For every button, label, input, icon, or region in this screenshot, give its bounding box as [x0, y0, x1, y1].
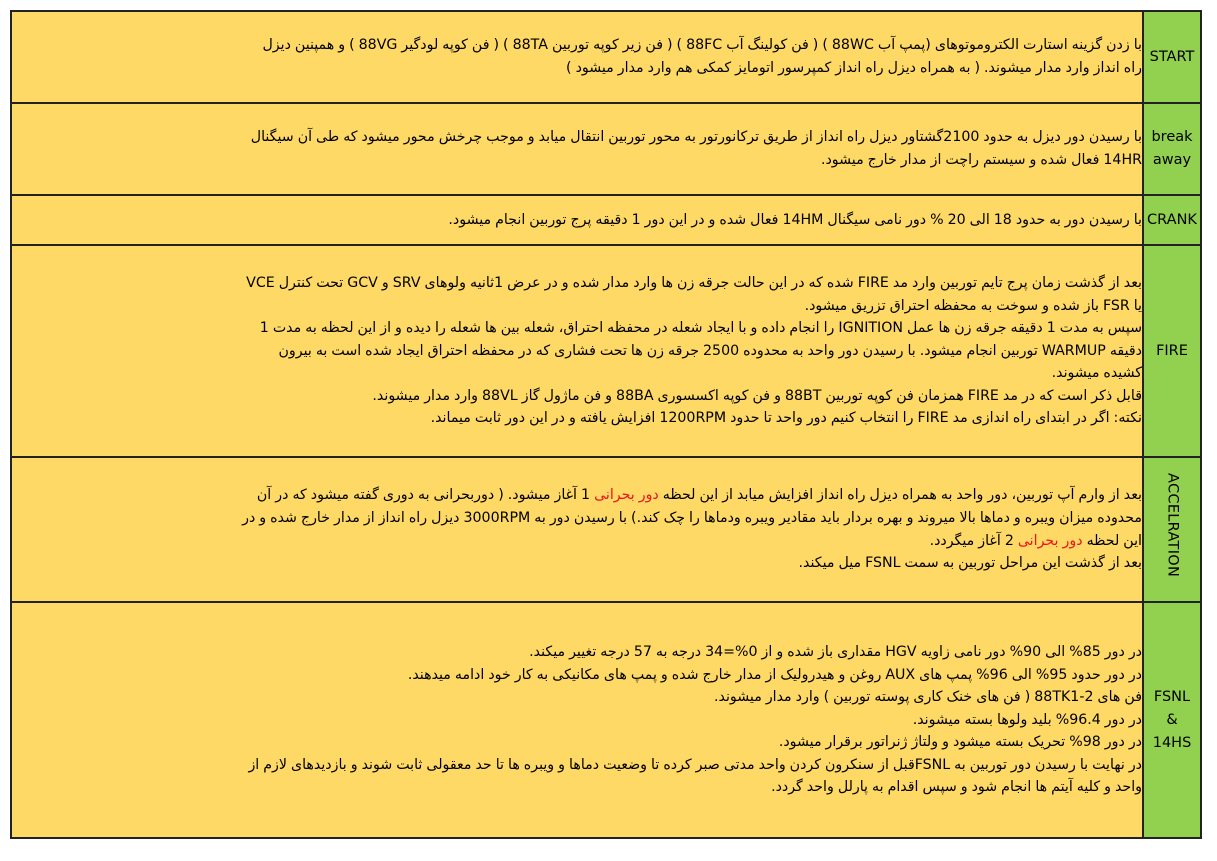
description-line: واحد و کلیه آیتم ها انجام شود و سپس اقدام به پارلل واحد گردد.	[771, 779, 1142, 796]
description-line: در نهایت با رسیدن دور توربین به FSNLقبل از سنکرون کردن واحد مدتی صبر کرده تا وضعیت دماها و ویبره ها تا حد معقولی ثابت شوند و بازدیدهای لازم از	[248, 756, 1142, 773]
stage-cell-break-away	[1143, 103, 1201, 195]
description-line: 14HR فعال شده و سیستم راچت از مدار خارج میشود.	[820, 152, 1142, 168]
stage-cell-crank	[1143, 195, 1201, 245]
text-segment: 1 آغاز میشود. ( دوربحرانی به دوری گفته میشود که در آن	[256, 487, 591, 504]
table-row-break-away	[11, 103, 1201, 195]
description-line: در دور 98% تحریک بسته میشود و ولتاژ ژنراتور برقرار میشود.	[778, 734, 1142, 751]
description-cell-fsnl	[11, 602, 1143, 838]
table-row-fire	[11, 245, 1201, 457]
table-row-acceleration	[11, 457, 1201, 602]
stage-cell-fire	[1143, 245, 1201, 457]
description-line	[12, 530, 1142, 553]
stage-label: START	[1149, 48, 1195, 65]
description-line: بعد از گذشت این مراحل توربین به سمت FSNL میل میکند.	[798, 555, 1142, 572]
description-line: در دور حدود 95% الی 96% پمپ های AUX روغن و هیدرولیک از مدار خارج شده و پمپ های مکانیکی به کار خود ادامه میدهند.	[407, 666, 1142, 683]
description-cell-acceleration	[11, 457, 1143, 602]
text-segment: این لحظه	[1086, 532, 1142, 549]
stage-label: &	[1166, 711, 1178, 728]
description-line: محدوده میزان ویبره و دماها بالا میروند و بهره بردار باید مقادیر ویبره ودماها را چک کند.) با رسیدن دور به 3000RPM دیزل راه انداز از مدار خارج شده و در	[242, 509, 1142, 526]
stage-cell-start	[1143, 11, 1201, 103]
description-cell-break-away	[11, 103, 1143, 195]
description-line: کشیده میشوند.	[1051, 365, 1142, 382]
description-line: بعد از گذشت زمان پرج تایم توربین وارد مد FIRE شده که در این حالت جرقه زن ها وارد مدار شده و در عرض 1ثانیه ولوهای SRV و GCV تحت کنترل VCE	[246, 274, 1142, 291]
stage-label: FIRE	[1156, 342, 1188, 359]
table-row-fsnl	[11, 602, 1201, 838]
description-line: با رسیدن دور به حدود 18 الی 20 % دور نامی سیگنال 14HM فعال شده و در این دور 1 دقیقه پرج توربین انجام میشود.	[448, 211, 1142, 228]
description-cell-crank	[11, 195, 1143, 245]
description-line: با رسیدن دور دیزل به حدود 2100گشتاور دیزل راه انداز از طریق ترکانورتور به محور توربین انتقال میابد و موجب چرخش محور میشود که طی آن سیگنال	[250, 129, 1142, 146]
critical-speed-highlight: دور بحرانی	[1017, 532, 1083, 549]
text-segment: بعد از وارم آپ توربین، دور واحد به همراه دیزل راه انداز افزایش میابد از این لحظه	[662, 487, 1142, 504]
table-row-start	[11, 11, 1201, 103]
description-line: نکته: اگر در ابتدای راه اندازی مد FIRE را انتخاب کنیم دور واحد تا حدود 1200RPM افزایش یافته و در این دور ثابت میماند.	[430, 410, 1142, 427]
stage-label: 14HS	[1152, 734, 1192, 751]
description-line: دقیقه WARMUP توربین انجام میشود. با رسیدن دور واحد به محدوده 2500 جرقه زن ها تحت فشاری که در محفظه احتراق ایجاد شده است به بیرون	[278, 342, 1142, 359]
description-line	[12, 484, 1142, 507]
description-line: قابل ذکر است که در مد FIRE همزمان فن کوپه توربین 88BT و فن کوپه اکسسوری 88BA و فن ماژول گاز 88VL وارد مدار میشوند.	[372, 387, 1142, 404]
text-segment: 2 آغاز میگردد.	[929, 532, 1014, 549]
stage-label: FSNL	[1153, 688, 1191, 705]
description-line: با زدن گزینه استارت الکتروموتوهای (پمپ آب 88WC ) ( فن کولینگ آب 88FC ) ( فن زیر کوپه توربین 88TA ) ( فن کوپه لودگیر 88VG ) و همپنین دیزل	[262, 37, 1142, 54]
description-cell-start	[11, 11, 1143, 103]
table-row-crank	[11, 195, 1201, 245]
stage-cell-acceleration	[1143, 457, 1201, 602]
startup-stages-table	[10, 10, 1202, 839]
description-line: سپس به مدت 1 دقیقه جرقه زن ها عمل IGNITION را انجام داده و با ایجاد شعله در محفظه احتراق، شعله بین ها شعله را دیده و از این لحظه به مدت 1	[259, 320, 1142, 337]
description-line: راه انداز وارد مدار میشوند. ( به همراه دیزل راه انداز کمپرسور اتومایز کمکی هم وارد مدار میشود )	[566, 60, 1142, 76]
stage-label: CRANK	[1147, 211, 1197, 228]
description-line: در دور 85% الی 90% دور نامی زاویه HGV مقداری باز شده و از 0%=34 درجه به 57 درجه تغییر میکند.	[529, 643, 1142, 660]
description-line: فن های 88TK1-2 ( فن های خنک کاری پوسته توربین ) وارد مدار میشوند.	[714, 689, 1142, 706]
stage-label: ACCELRATION	[1164, 473, 1181, 578]
stage-cell-fsnl	[1143, 602, 1201, 838]
critical-speed-highlight: دور بحرانی	[594, 487, 659, 504]
description-cell-fire	[11, 245, 1143, 457]
description-line: یا FSR باز شده و سوخت به محفظه احتراق تزریق میشود.	[804, 297, 1142, 314]
stage-label: break	[1151, 129, 1193, 145]
stage-label: away	[1152, 152, 1192, 168]
description-line: در دور 96.4% بلید ولوها بسته میشوند.	[912, 711, 1142, 728]
